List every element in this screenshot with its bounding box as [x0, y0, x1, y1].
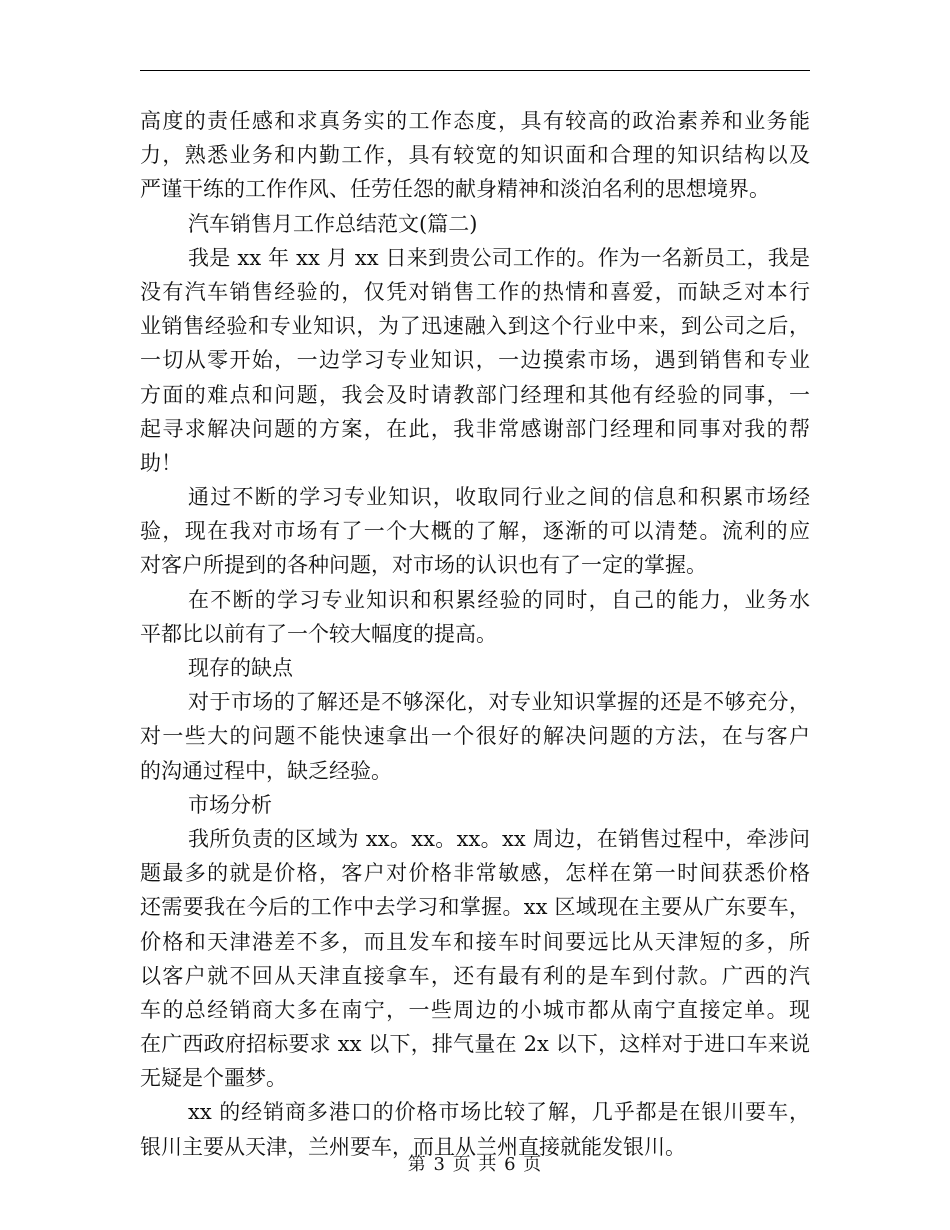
section-heading	[140, 207, 810, 241]
page-number: 第 3 页 共 6 页	[407, 1154, 543, 1175]
paragraph	[140, 685, 810, 788]
text-line: 通过不断的学习专业知识，收取同行业之间的信息和积累市场经	[188, 485, 810, 510]
text-line: 银川主要从天津，兰州要车，而且从兰州直接就能发银川。	[140, 1134, 686, 1159]
text-line: 对客户所提到的各种问题，对市场的认识也有了一定的掌握。	[140, 553, 707, 578]
text-line: 在不断的学习专业知识和积累经验的同时，自己的能力，业务水	[188, 587, 810, 612]
text-line: 题最多的就是价格，客户对价格非常敏感，怎样在第一时间获悉价格	[140, 861, 810, 886]
text-line: 汽车销售月工作总结范文(篇二)	[188, 211, 478, 236]
text-line: 起寻求解决问题的方案，在此，我非常感谢部门经理和同事对我的帮	[140, 416, 810, 441]
text-line: 一切从零开始，一边学习专业知识，一边摸索市场，遇到销售和专业	[140, 348, 810, 373]
text-line: 没有汽车销售经验的，仅凭对销售工作的热情和喜爱，而缺乏对本行	[140, 279, 810, 304]
paragraph	[140, 480, 810, 583]
text-line: 无疑是个噩梦。	[140, 1066, 287, 1091]
text-line: xx 的经销商多港口的价格市场比较了解，几乎都是在银川要车，	[188, 1100, 810, 1125]
text-line: 市场分析	[188, 792, 272, 817]
paragraph	[140, 583, 810, 651]
text-line: 严谨干练的工作作风、任劳任怨的献身精神和淡泊名利的思想境界。	[140, 177, 770, 202]
text-line: 对于市场的了解还是不够深化，对专业知识掌握的还是不够充分，	[188, 690, 810, 715]
text-line: 高度的责任感和求真务实的工作态度，具有较高的政治素养和业务能	[140, 109, 810, 133]
text-line: 业销售经验和专业知识，为了迅速融入到这个行业中来，到公司之后，	[140, 314, 810, 339]
text-line: 价格和天津港差不多，而且发车和接车时间要远比从天津短的多，所	[140, 929, 810, 954]
text-line: 以客户就不回从天津直接拿车，还有最有利的是车到付款。广西的汽	[140, 963, 810, 988]
paragraph	[140, 241, 810, 480]
text-line: 助！	[140, 450, 182, 475]
text-line: 车的总经销商大多在南宁，一些周边的小城市都从南宁直接定单。现	[140, 997, 810, 1022]
text-line: 验，现在我对市场有了一个大概的了解，逐渐的可以清楚。流利的应	[140, 519, 810, 544]
page-footer	[0, 1150, 950, 1176]
text-line: 平都比以前有了一个较大幅度的提高。	[140, 621, 497, 646]
document-body	[140, 104, 810, 1164]
header-rule	[140, 70, 810, 71]
text-line: 对一些大的问题不能快速拿出一个很好的解决问题的方法，在与客户	[140, 724, 810, 749]
text-line: 的沟通过程中，缺乏经验。	[140, 758, 392, 783]
text-line: 我是 xx 年 xx 月 xx 日来到贵公司工作的。作为一名新员工，我是	[188, 245, 810, 270]
text-line: 方面的难点和问题，我会及时请教部门经理和其他有经验的同事，一	[140, 382, 810, 407]
text-line: 在广西政府招标要求 xx 以下，排气量在 2x 以下，这样对于进口车来说	[140, 1032, 810, 1057]
paragraph	[140, 104, 810, 207]
text-line: 我所负责的区域为 xx。xx。xx。xx 周边，在销售过程中，牵涉问	[188, 826, 810, 851]
section-heading	[140, 651, 810, 685]
paragraph	[140, 822, 810, 1096]
section-heading	[140, 788, 810, 822]
text-line: 力，熟悉业务和内勤工作，具有较宽的知识面和合理的知识结构以及	[140, 143, 810, 168]
text-line: 现存的缺点	[188, 656, 293, 680]
text-line: 还需要我在今后的工作中去学习和掌握。xx 区域现在主要从广东要车，	[140, 895, 810, 920]
